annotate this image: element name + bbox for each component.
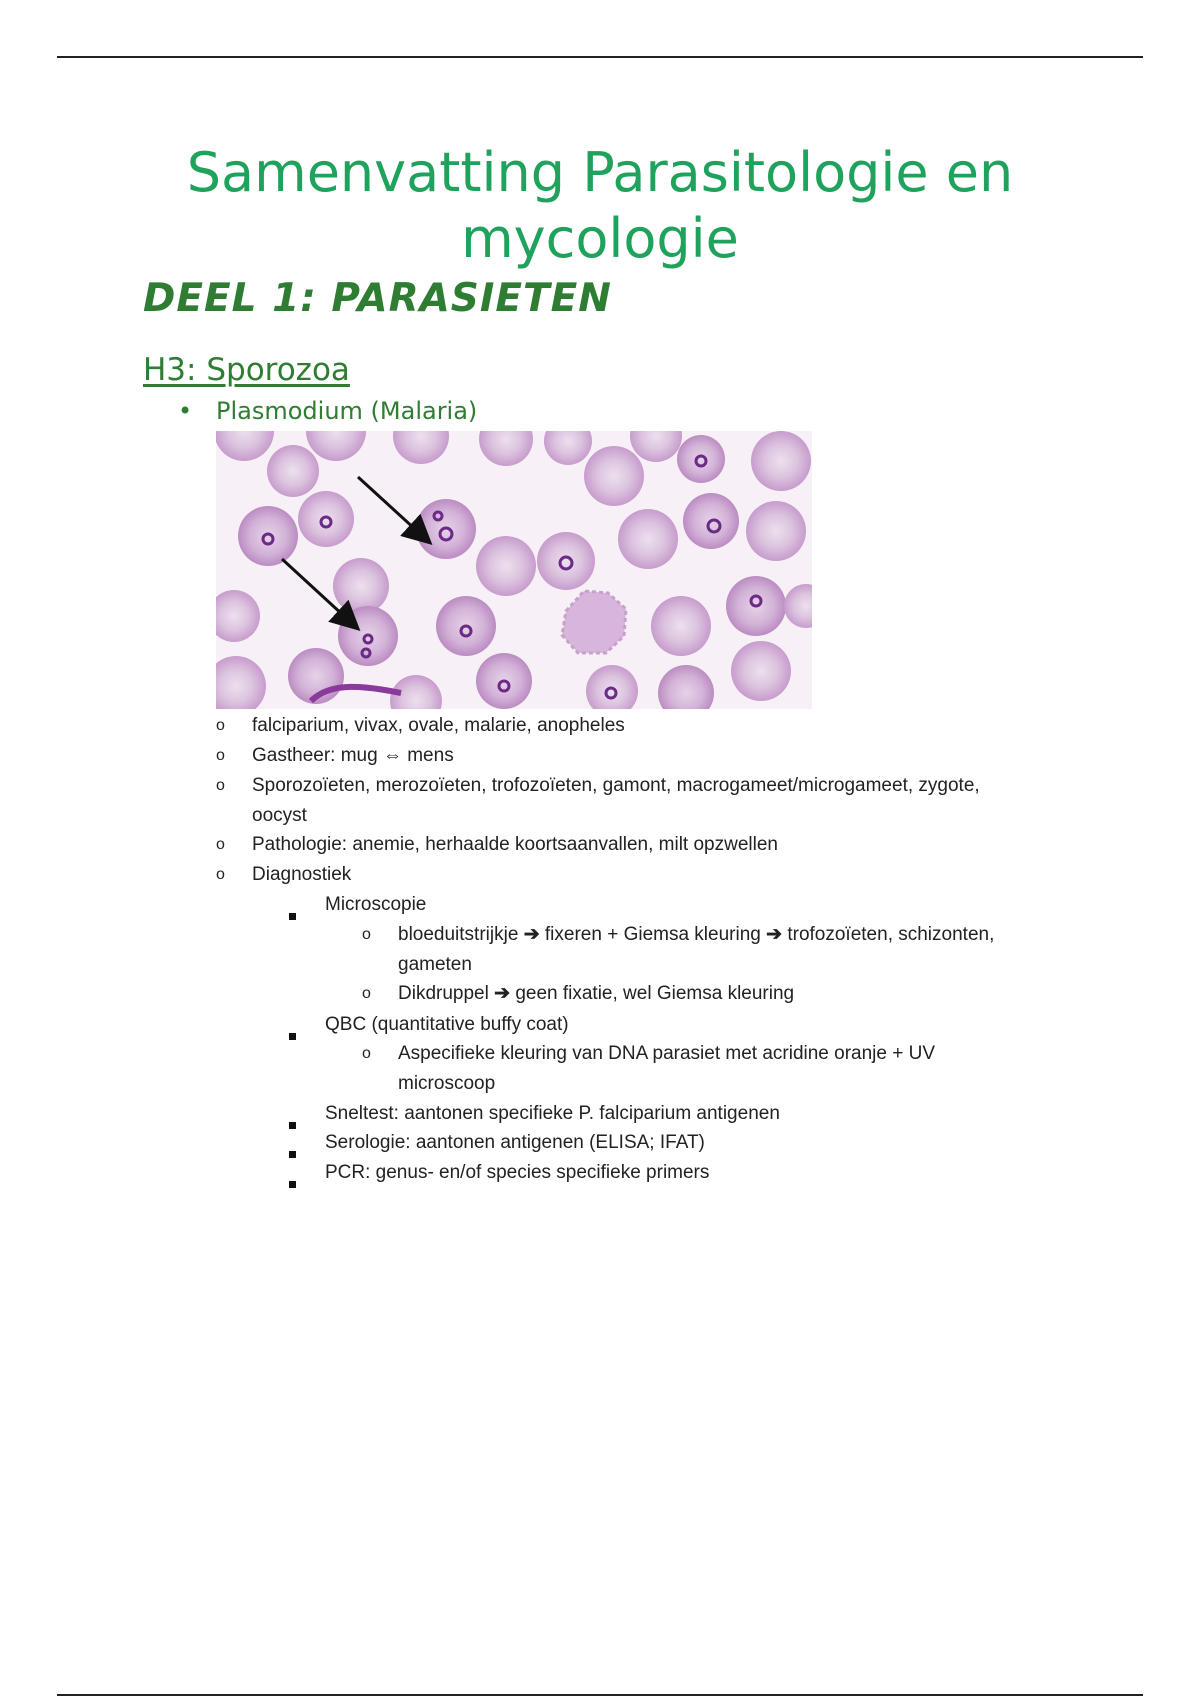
arrow-right-icon: ➔ <box>494 983 511 1004</box>
item-serologie: Serologie: aantonen antigenen (ELISA; IFAT) <box>325 1132 705 1153</box>
document-title <box>0 140 1200 272</box>
circle-bullet-icon: o <box>216 777 225 794</box>
item-microscopie: Microscopie <box>325 894 427 915</box>
main-bullet-label: Plasmodium (Malaria) <box>216 397 478 425</box>
arrow-right-icon: ➔ <box>523 924 540 945</box>
item-pcr: PCR: genus- en/of species specifieke primers <box>325 1162 710 1183</box>
item-stages-line-2: oocyst <box>252 805 307 826</box>
circle-bullet-icon: o <box>362 926 371 943</box>
bloed-part-b: fixeren + Giemsa kleuring <box>544 924 761 945</box>
item-gastheer: Gastheer: mug ⇔ mens <box>252 745 454 766</box>
square-bullet-icon <box>289 901 296 931</box>
bloed-part-c: trofozoïeten, schizonten, <box>787 924 995 945</box>
title-line-1: Samenvatting Parasitologie en <box>186 141 1014 204</box>
chapter-heading: H3: Sporozoa <box>143 352 350 388</box>
item-qbc: QBC (quantitative buffy coat) <box>325 1014 569 1035</box>
title-line-2: mycologie <box>461 207 739 270</box>
bullet-icon: • <box>178 397 193 425</box>
item-bloeduitstrijkje <box>398 920 994 950</box>
circle-bullet-icon: o <box>362 985 371 1002</box>
square-bullet-icon <box>289 1139 296 1169</box>
bloed-part-a: bloeduitstrijkje <box>398 924 519 945</box>
dik-part-b: geen fixatie, wel Giemsa kleuring <box>515 983 795 1004</box>
square-bullet-icon <box>289 1110 296 1140</box>
item-dikdruppel <box>398 979 794 1009</box>
item-diagnostiek: Diagnostiek <box>252 864 352 885</box>
circle-bullet-icon: o <box>362 1045 371 1062</box>
dik-part-a: Dikdruppel <box>398 983 489 1004</box>
square-bullet-icon <box>289 1021 296 1051</box>
circle-bullet-icon: o <box>216 717 225 734</box>
item-stages-line-1: Sporozoïeten, merozoïeten, trofozoïeten, gamont, macrogameet/microgameet, zygote, <box>252 775 980 796</box>
blood-smear-micrograph <box>216 431 812 709</box>
circle-bullet-icon: o <box>216 866 225 883</box>
footer-rule <box>57 1694 1143 1696</box>
item-sneltest: Sneltest: aantonen specifieke P. falciparium antigenen <box>325 1103 780 1124</box>
circle-bullet-icon: o <box>216 836 225 853</box>
arrow-right-icon: ➔ <box>766 924 783 945</box>
bloed-line-2: gameten <box>398 954 472 975</box>
item-pathologie: Pathologie: anemie, herhaalde koortsaanvallen, milt opzwellen <box>252 834 778 855</box>
circle-bullet-icon: o <box>216 747 225 764</box>
header-rule <box>57 56 1143 58</box>
qbc-sub-line-2: microscoop <box>398 1073 496 1094</box>
part-heading: DEEL 1: PARASIETEN <box>143 276 612 321</box>
item-species: falciparium, vivax, ovale, malarie, anopheles <box>252 715 625 736</box>
square-bullet-icon <box>289 1169 296 1199</box>
qbc-sub-line-1: Aspecifieke kleuring van DNA parasiet met acridine oranje + UV <box>398 1043 936 1064</box>
